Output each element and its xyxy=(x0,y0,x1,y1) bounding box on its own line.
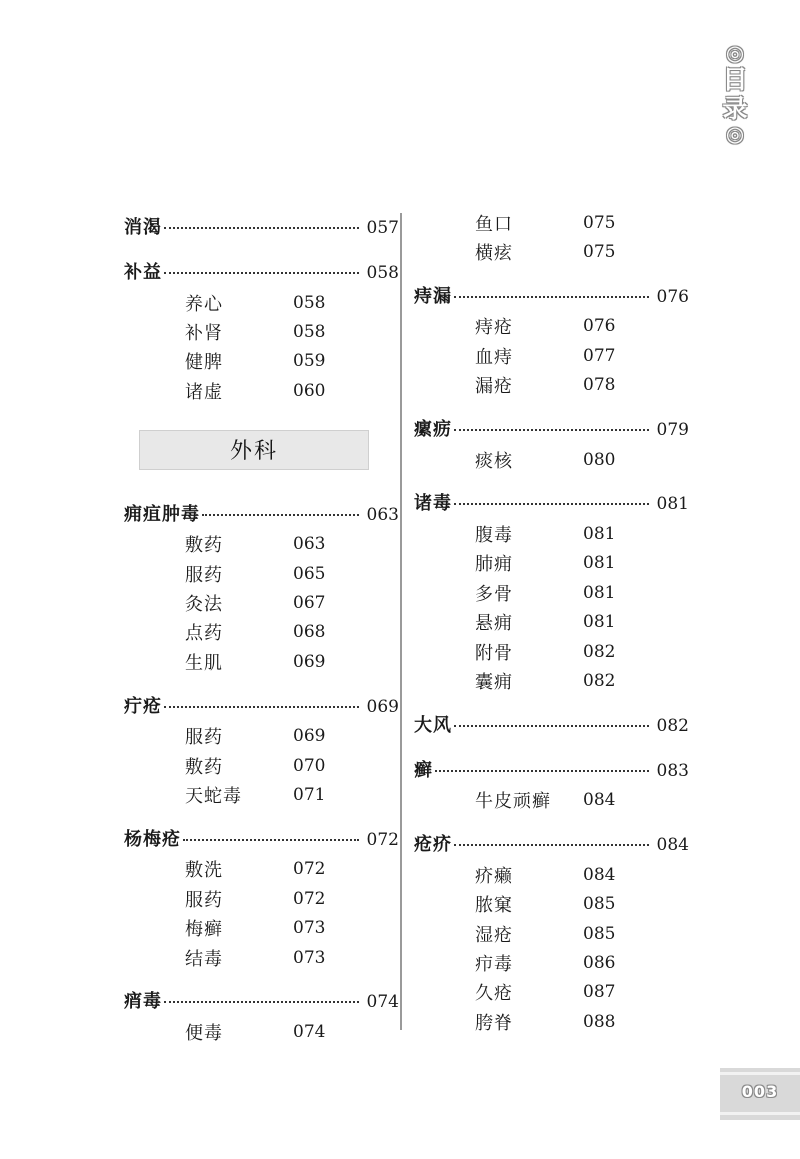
subentry-title: 服药 xyxy=(185,727,223,749)
toc-side-title xyxy=(720,42,750,146)
subentry-title: 补肾 xyxy=(185,323,223,345)
entry-title: 瘰疬 xyxy=(414,418,452,440)
entry-page: 063 xyxy=(366,504,399,525)
subentry-page: 071 xyxy=(293,784,326,805)
subentry-title: 湿疮 xyxy=(475,924,513,946)
subentry-title: 梅癣 xyxy=(185,919,223,941)
entry-title: 诸毒 xyxy=(414,493,452,515)
entry-page: 072 xyxy=(366,829,399,850)
subentry-page: 084 xyxy=(583,864,616,885)
toc-subentry[interactable] xyxy=(414,978,689,1007)
subentry-page: 074 xyxy=(293,1021,326,1042)
toc-subentry[interactable] xyxy=(414,208,689,237)
subentry-page: 085 xyxy=(583,923,616,944)
dot-leader xyxy=(454,503,649,505)
dot-leader xyxy=(454,296,649,298)
toc-subentry[interactable] xyxy=(124,913,399,942)
toc-subentry[interactable] xyxy=(124,780,399,809)
subentry-title: 牛皮顽癣 xyxy=(475,791,551,813)
entry-page: 076 xyxy=(656,286,689,307)
subentry-page: 086 xyxy=(583,952,616,973)
subentry-page: 078 xyxy=(583,375,616,396)
toc-subentry[interactable] xyxy=(124,347,399,376)
dot-leader xyxy=(454,844,649,846)
subentry-title: 悬痈 xyxy=(475,613,513,635)
toc-right-column xyxy=(414,208,689,1036)
toc-subentry[interactable] xyxy=(414,666,689,695)
toc-subentry[interactable] xyxy=(124,722,399,751)
toc-subentry[interactable] xyxy=(124,647,399,676)
subentry-title: 附骨 xyxy=(475,642,513,664)
toc-subentry[interactable] xyxy=(124,317,399,346)
toc-subentry[interactable] xyxy=(414,1007,689,1036)
toc-subentry[interactable] xyxy=(414,948,689,977)
subentry-page: 081 xyxy=(583,582,616,603)
dot-leader xyxy=(164,1001,359,1003)
subentry-title: 灸法 xyxy=(185,594,223,616)
subentry-title: 横痃 xyxy=(475,243,513,265)
subentry-page: 065 xyxy=(293,563,326,584)
toc-subentry[interactable] xyxy=(414,519,689,548)
subentry-page: 088 xyxy=(583,1011,616,1032)
dot-leader xyxy=(202,514,359,516)
subentry-page: 068 xyxy=(293,622,326,643)
subentry-title: 囊痈 xyxy=(475,671,513,693)
subentry-title: 敷洗 xyxy=(185,860,223,882)
column-divider xyxy=(400,213,402,1030)
toc-entry[interactable] xyxy=(124,692,399,722)
subentry-title: 便毒 xyxy=(185,1022,223,1044)
subentry-page: 082 xyxy=(583,670,616,691)
subentry-page: 087 xyxy=(583,982,616,1003)
subentry-page: 075 xyxy=(583,212,616,233)
subentry-title: 腹毒 xyxy=(475,525,513,547)
toc-subentry[interactable] xyxy=(124,588,399,617)
subentry-page: 082 xyxy=(583,641,616,662)
side-title-char-1: 目 xyxy=(722,65,748,94)
entry-page: 082 xyxy=(656,715,689,736)
dot-leader xyxy=(164,706,359,708)
side-title-char-2: 录 xyxy=(722,94,748,123)
subentry-title: 鱼口 xyxy=(475,213,513,235)
subentry-title: 肺痈 xyxy=(475,554,513,576)
toc-left-column xyxy=(124,213,399,1047)
toc-entry[interactable] xyxy=(414,415,689,445)
subentry-page: 085 xyxy=(583,894,616,915)
entry-page: 079 xyxy=(656,419,689,440)
ring-icon: ◎ xyxy=(725,122,745,146)
subentry-title: 疖毒 xyxy=(475,953,513,975)
subentry-page: 073 xyxy=(293,918,326,939)
subentry-page: 070 xyxy=(293,755,326,776)
subentry-page: 067 xyxy=(293,593,326,614)
subentry-title: 结毒 xyxy=(185,948,223,970)
subentry-title: 服药 xyxy=(185,564,223,586)
page-number-tab xyxy=(720,1068,800,1120)
toc-subentry[interactable] xyxy=(124,376,399,405)
entry-title: 癣 xyxy=(414,759,433,781)
toc-subentry[interactable] xyxy=(124,943,399,972)
subentry-page: 077 xyxy=(583,345,616,366)
entry-page: 058 xyxy=(366,263,399,283)
subentry-title: 生肌 xyxy=(185,652,223,674)
entry-page: 083 xyxy=(656,760,689,781)
subentry-title: 健脾 xyxy=(185,352,223,374)
subentry-page: 063 xyxy=(293,534,326,555)
entry-title: 痈疽肿毒 xyxy=(124,503,200,525)
subentry-page: 073 xyxy=(293,947,326,968)
dot-leader xyxy=(164,227,359,229)
toc-subentry[interactable] xyxy=(414,341,689,370)
subentry-page: 081 xyxy=(583,553,616,574)
toc-subentry[interactable] xyxy=(124,1017,399,1046)
entry-page: 057 xyxy=(366,218,399,238)
subentry-title: 脓窠 xyxy=(475,895,513,917)
toc-entry[interactable] xyxy=(124,825,399,855)
subentry-title: 疥癞 xyxy=(475,865,513,887)
toc-subentry[interactable] xyxy=(414,549,689,578)
subentry-page: 060 xyxy=(293,380,326,401)
toc-subentry[interactable] xyxy=(414,889,689,918)
toc-subentry[interactable] xyxy=(414,919,689,948)
toc-subentry[interactable] xyxy=(414,578,689,607)
entry-title: 痔漏 xyxy=(414,285,452,307)
entry-title: 补益 xyxy=(124,262,162,283)
toc-entry[interactable] xyxy=(124,987,399,1017)
subentry-page: 075 xyxy=(583,242,616,263)
subentry-title: 漏疮 xyxy=(475,376,513,398)
dot-leader xyxy=(164,272,359,274)
toc-entry[interactable] xyxy=(414,489,689,519)
subentry-page: 058 xyxy=(293,322,326,343)
toc-entry[interactable] xyxy=(414,711,689,741)
entry-page: 069 xyxy=(366,696,399,717)
toc-subentry[interactable] xyxy=(124,618,399,647)
subentry-page: 072 xyxy=(293,859,326,880)
subentry-title: 敷药 xyxy=(185,756,223,778)
entry-title: 痟毒 xyxy=(124,991,162,1013)
toc-subentry[interactable] xyxy=(124,559,399,588)
entry-page: 074 xyxy=(366,992,399,1013)
subentry-page: 069 xyxy=(293,651,326,672)
toc-subentry[interactable] xyxy=(124,751,399,780)
subentry-page: 081 xyxy=(583,612,616,633)
subentry-page: 072 xyxy=(293,888,326,909)
subentry-page: 081 xyxy=(583,524,616,545)
entry-page: 081 xyxy=(656,494,689,515)
toc-subentry[interactable] xyxy=(414,608,689,637)
subentry-title: 胯脊 xyxy=(475,1012,513,1034)
ring-icon: ◎ xyxy=(725,41,745,65)
entry-title: 大风 xyxy=(414,714,452,736)
toc-subentry[interactable] xyxy=(414,786,689,815)
entry-title: 疮疥 xyxy=(414,834,452,856)
subentry-title: 点药 xyxy=(185,623,223,645)
subentry-page: 058 xyxy=(293,292,326,313)
toc-entry[interactable] xyxy=(124,258,399,288)
toc-subentry[interactable] xyxy=(124,855,399,884)
dot-leader xyxy=(454,725,649,727)
toc-subentry[interactable] xyxy=(414,312,689,341)
toc-entry[interactable] xyxy=(124,213,399,243)
subentry-page: 080 xyxy=(583,449,616,470)
toc-subentry[interactable] xyxy=(414,637,689,666)
toc-subentry[interactable] xyxy=(124,884,399,913)
toc-entry[interactable] xyxy=(414,756,689,786)
toc-subentry[interactable] xyxy=(124,530,399,559)
toc-entry[interactable] xyxy=(414,830,689,860)
toc-entry[interactable] xyxy=(124,500,399,530)
entry-title: 消渴 xyxy=(124,217,162,238)
subentry-title: 血痔 xyxy=(475,346,513,368)
section-heading: 外科 xyxy=(139,430,369,470)
subentry-page: 059 xyxy=(293,351,326,372)
page-number: 003 xyxy=(741,1082,779,1101)
toc-subentry[interactable] xyxy=(414,237,689,266)
subentry-title: 养心 xyxy=(185,293,223,315)
subentry-page: 069 xyxy=(293,726,326,747)
entry-title: 杨梅疮 xyxy=(124,828,181,850)
subentry-title: 服药 xyxy=(185,889,223,911)
entry-page: 084 xyxy=(656,835,689,856)
subentry-page: 076 xyxy=(583,316,616,337)
subentry-title: 诸虚 xyxy=(185,381,223,403)
subentry-page: 084 xyxy=(583,790,616,811)
dot-leader xyxy=(183,839,359,841)
subentry-title: 敷药 xyxy=(185,535,223,557)
toc-subentry[interactable] xyxy=(414,445,689,474)
subentry-title: 痰核 xyxy=(475,450,513,472)
subentry-title: 久疮 xyxy=(475,983,513,1005)
toc-subentry[interactable] xyxy=(414,860,689,889)
toc-subentry[interactable] xyxy=(414,371,689,400)
toc-entry[interactable] xyxy=(414,282,689,312)
subentry-title: 多骨 xyxy=(475,583,513,605)
dot-leader xyxy=(454,429,649,431)
subentry-title: 痔疮 xyxy=(475,317,513,339)
subentry-title: 天蛇毒 xyxy=(185,785,242,807)
dot-leader xyxy=(435,770,649,772)
entry-title: 疔疮 xyxy=(124,695,162,717)
toc-subentry[interactable] xyxy=(124,288,399,317)
